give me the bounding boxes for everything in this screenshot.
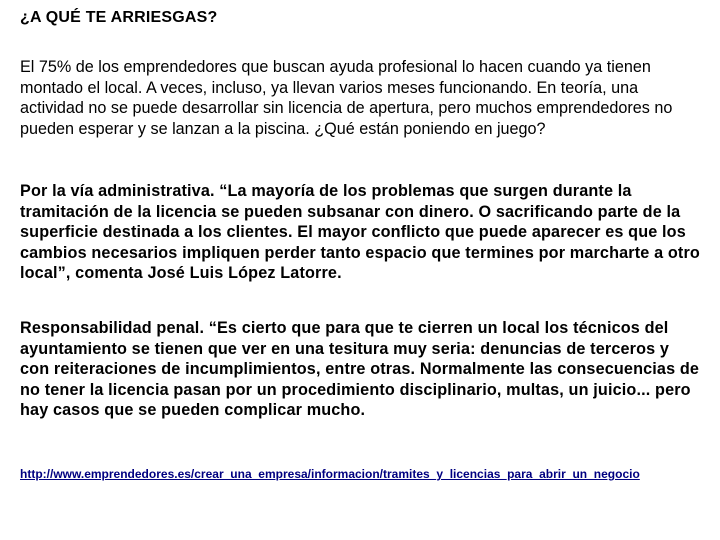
paragraph-criminal-liability: Responsabilidad penal. “Es cierto que para que te cierren un local los técnicos del ayuntamiento se tienen que ver en una tesitura muy seria: denuncias de terceros y con reiteraciones de incumplimientos, entre otras. Normalmente las consecuencias de no tener la licencia pasan por un procedimiento disciplinario, multas, un juicio... pero hay casos que se pueden complicar mucho. xyxy=(20,319,700,420)
paragraph-administrative: Por la vía administrativa. “La mayoría de los problemas que surgen durante la tramitación de la licencia se pueden subsanar con dinero. O sacrificando parte de la superficie destinada a los clientes. El mayor conflicto que puede aparecer es que los cambios necesarios impliquen perder tanto espacio que termines por marcharte a otro local”, comenta José Luis López Latorre. xyxy=(20,182,700,283)
paragraph-intro: El 75% de los emprendedores que buscan ayuda profesional lo hacen cuando ya tienen montado el local. A veces, incluso, ya llevan varios meses funcionando. En teoría, una actividad no se puede desarrollar sin licencia de apertura, pero muchos emprendedores no pueden esperar y se lanzan a la piscina. ¿Qué están poniendo en juego? xyxy=(20,58,673,138)
slide-title: ¿A QUÉ TE ARRIESGAS? xyxy=(20,9,218,26)
source-link[interactable]: http://www.emprendedores.es/crear_una_empresa/informacion/tramites_y_licencias_para_abrir_un_negocio xyxy=(20,467,640,481)
